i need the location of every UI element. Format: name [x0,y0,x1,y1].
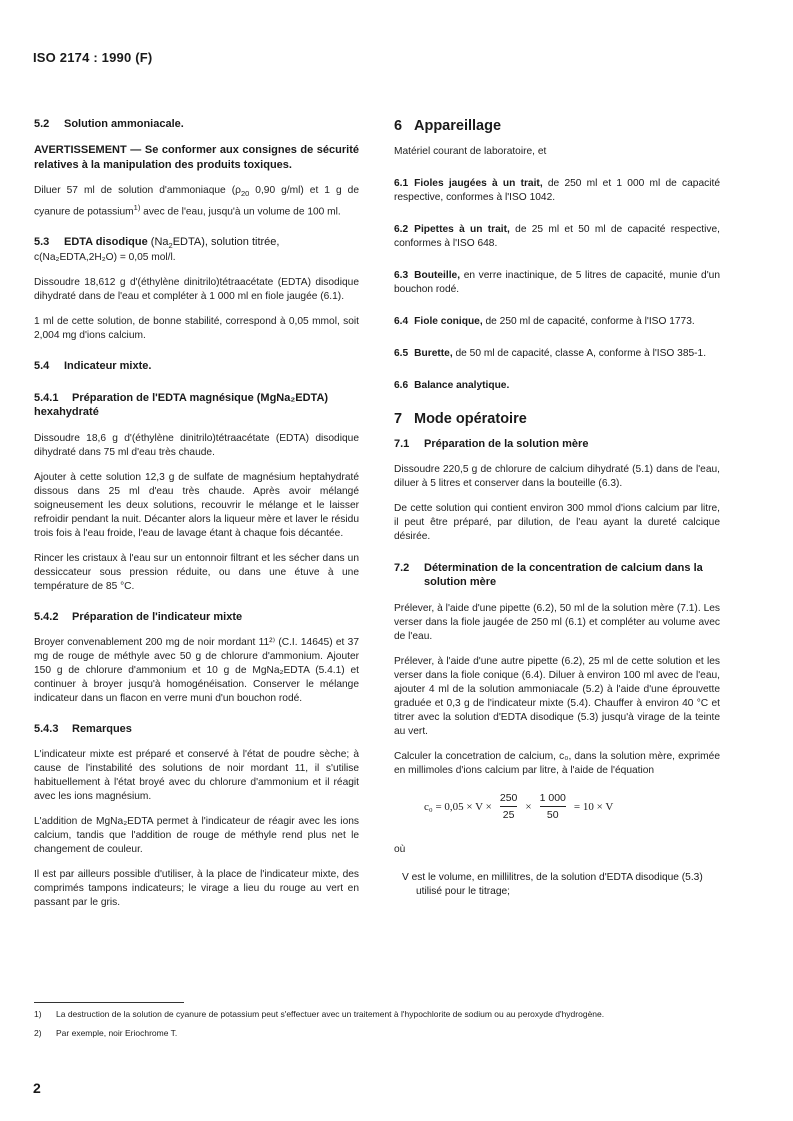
section-7-2-paragraph-1: Prélever, à l'aide d'une pipette (6.2), 50 ml de la solution mère (7.1). Les verser dans la fiole jaugée de 250 ml (6.1) et compléter au volume avec de l'eau. [394,603,720,642]
text-run: avec de l'eau, jusqu'à un volume de 100 ml. [140,206,341,218]
section-title: Mode opératoire [414,411,527,427]
item-title: Fiole conique, [414,316,483,327]
item-text: de 250 ml de capacité, conforme à l'ISO 1773. [482,316,695,327]
footnote-number: 2) [34,1028,42,1038]
apparatus-item [394,177,720,205]
calcium-equation [420,792,720,821]
page-number: 2 [33,1080,41,1096]
right-column [394,118,720,899]
item-text: de 250 ml et 1 000 ml de capacité respective, conformes à l'ISO 1042. [394,178,720,203]
numerator: 1 000 [539,792,566,804]
section-5-4-3-heading [34,723,359,735]
section-number: 5.4.3 [34,722,59,735]
denominator: 25 [502,809,515,821]
apparatus-item [394,315,720,329]
section-title: Solution ammoniacale. [64,118,184,130]
text-run: EDTA), solution titrée, [172,236,280,249]
variable-definition: V est le volume, en millilitres, de la solution d'EDTA disodique (5.3) utilisé pour le titrage; [402,872,703,897]
section-title: Préparation de l'indicateur mixte [72,610,243,623]
footnote-separator [34,1002,184,1003]
numerator: 250 [499,792,518,804]
section-title: Préparation de la solution mère [424,438,589,450]
fraction [500,792,518,821]
document-header: ISO 2174 : 1990 (F) [33,50,153,65]
item-number: 6.4 [394,316,409,327]
footnote-text: La destruction de la solution de cyanure de potassium peut s'effectuer avec un traitement à l'hypochlorite de sodium ou au peroxyde d'hydrogène. [56,1009,605,1019]
item-title: Burette, [414,348,453,359]
section-number: 5.4.1 [34,391,59,404]
item-title: Balance analytique. [414,380,510,391]
section-5-2-paragraph [34,184,359,219]
section-5-4-2-paragraph: Broyer convenablement 200 mg de noir mordant 11²⁾ (C.I. 14645) et 37 mg de rouge de méthyle avec 50 g de chlorure d'ammonium. Ajouter 150 g de chlorure d'ammonium et 10 g de MgNa₂EDTA (5.4.1) et continuer à broyer jusqu'à homogénéisation. Conserver le mélange indicateur dans un flacon en verre muni d'un bouchon rodé. [34,636,359,704]
text-run: 0,90 g/ml) et 1 g de cyanure de potassium [34,185,360,218]
section-title: Préparation de l'EDTA magnésique (MgNa₂EDTA) hexahydraté [34,391,329,418]
equation-lhs: c₀ = 0,05 × V × [424,800,492,813]
section-number: 5.4 [34,359,50,372]
footnote-text: Par exemple, noir Eriochrome T. [56,1028,178,1038]
section-title: Détermination de la concentration de calcium dans la solution mère [424,562,703,588]
section-title: Indicateur mixte. [64,359,152,372]
section-5-4-3-paragraph-1: L'indicateur mixte est préparé et conservé à l'état de poudre sèche; à cause de l'instabilité des solutions de noir mordant 11, il s'utilise habituellement à l'état broyé avec du chlorure d'ammonium et il réagit avec les ions magnésium. [34,748,359,802]
subscript: 2 [168,241,173,251]
section-number: 5.2 [34,118,50,130]
item-text: de 50 ml de capacité, classe A, conforme à l'ISO 385-1. [452,348,707,359]
fraction [540,792,566,821]
item-text: de 25 ml et 50 ml de capacité respective, conformes à l'ISO 648. [394,224,720,249]
item-title: Bouteille, [414,270,461,281]
section-5-4-1-heading [34,391,359,419]
item-number: 6.6 [394,380,409,391]
section-7-1-heading [394,438,720,450]
section-5-3-paragraph-1: Dissoudre 18,612 g d'(éthylène dinitrilo)tétraacétate (EDTA) disodique dihydraté dans de l'eau et compléter à 1 000 ml en fiole jaugée (6.1). [34,276,359,302]
where-label: où [394,844,406,855]
section-number: 7.1 [394,438,410,450]
section-5-2-heading [34,118,359,130]
item-number: 6.5 [394,348,409,359]
item-number: 6.1 [394,178,409,189]
section-5-4-3-paragraph-2: L'addition de MgNa₂EDTA permet à l'indicateur de réagir avec les ions calcium, tandis que l'addition de rouge de méthyle rend plus net le changement de couleur. [34,815,359,855]
item-number: 6.3 [394,270,409,281]
apparatus-item [394,347,720,361]
apparatus-item [394,379,720,393]
item-text: en verre inactinique, de 5 litres de capacité, munie d'un bouchon rodé. [394,270,720,295]
section-7-2-heading [394,561,720,589]
section-5-4-3-paragraph-3: Il est par ailleurs possible d'utiliser, à la place de l'indicateur mixte, des comprimés tampons indicateurs; le virage a lieu du rouge au vert en passant par le gris. [34,868,359,908]
text-run: Diluer 57 ml de solution d'ammoniaque (ρ [34,185,241,196]
section-5-3-concentration: c(Na₂EDTA,2H₂O) = 0,05 mol/l. [34,251,176,263]
item-title: Pipettes à un trait, [414,224,510,235]
item-title: Fioles jaugées à un trait, [414,178,543,189]
subscript: 20 [240,189,250,199]
section-5-4-2-heading [34,611,359,623]
section-7-2-paragraph-3: Calculer la concetration de calcium, c₀, dans la solution mère, exprimée en millimoles d'ions calcium par litre, à l'aide de l'équation [394,751,720,776]
section-number: 6 [394,118,403,134]
text-run: (Na [147,236,169,249]
section-7-heading [394,411,720,427]
apparatus-item [394,223,720,251]
section-5-3-heading [34,236,359,250]
section-title: Appareillage [414,118,502,134]
section-number: 7 [394,411,403,427]
section-5-4-1-paragraph-3: Rincer les cristaux à l'eau sur un entonnoir filtrant et les sécher dans un dessiccateur sous pression réduite, ou dans une étuve à une température de 85 °C. [34,552,359,592]
footnote-2 [34,1028,177,1038]
times-sign: × [525,800,532,813]
equation-rhs: = 10 × V [573,800,614,813]
section-number: 5.4.2 [34,610,59,623]
section-6-heading [394,118,720,134]
item-number: 6.2 [394,224,409,235]
footnote-ref: 1) [133,203,141,213]
section-5-4-1-paragraph-1: Dissoudre 18,6 g d'(éthylène dinitrilo)tétraacétate (EDTA) disodique dihydraté dans 75 ml d'eau très chaude. [34,432,359,458]
left-column [34,118,359,921]
apparatus-item [394,269,720,297]
footnote-1 [34,1009,604,1019]
footnote-number: 1) [34,1009,42,1019]
section-title: Remarques [72,722,132,735]
section-7-1-paragraph-1: Dissoudre 220,5 g de chlorure de calcium dihydraté (5.1) dans de l'eau, diluer à 5 litres et conserver dans la bouteille (6.3). [394,464,720,489]
denominator: 50 [546,809,559,821]
section-6-intro: Matériel courant de laboratoire, et [394,146,547,157]
apparatus-list [394,177,720,393]
section-7-1-paragraph-2: De cette solution qui contient environ 300 mmol d'ions calcium par litre, il peut être préparé, par dilution, de l'eau ayant la dureté calcique désirée. [394,503,720,542]
section-5-4-heading [34,360,359,372]
section-5-3-paragraph-2: 1 ml de cette solution, de bonne stabilité, correspond à 0,05 mmol, soit 2,004 mg d'ions calcium. [34,315,359,341]
section-5-4-1-paragraph-2: Ajouter à cette solution 12,3 g de sulfate de magnésium heptahydraté dissous dans 25 ml d'eau très chaude. Après avoir mélangé soigneusement les deux solutions, recouvrir le mélange et le laisser refroidir pendant la nuit. Décanter alors la liqueur mère et laver le résidu trois fois à l'eau froide, l'eau de lavage étant à chaque fois décantée. [34,471,359,539]
section-number: 7.2 [394,562,410,574]
section-title: EDTA disodique [64,236,148,249]
section-number: 5.3 [34,236,50,249]
section-7-2-paragraph-2: Prélever, à l'aide d'une autre pipette (6.2), 25 ml de cette solution et les verser dans la fiole conique (6.4). Diluer à environ 100 ml avec de l'eau, ajouter 4 ml de la solution ammoniacale (5.2) à l'aide d'une éprouvette graduée et 0,3 g de l'indicateur mixte (5.4). Chauffer à environ 40 °C et titrer avec la solution d'EDTA disodique (5.3) jusqu'à virage de la teinte au vert. [394,656,720,737]
warning-text: AVERTISSEMENT — Se conformer aux consignes de sécurité relatives à la manipulation des produits toxiques. [34,144,359,171]
